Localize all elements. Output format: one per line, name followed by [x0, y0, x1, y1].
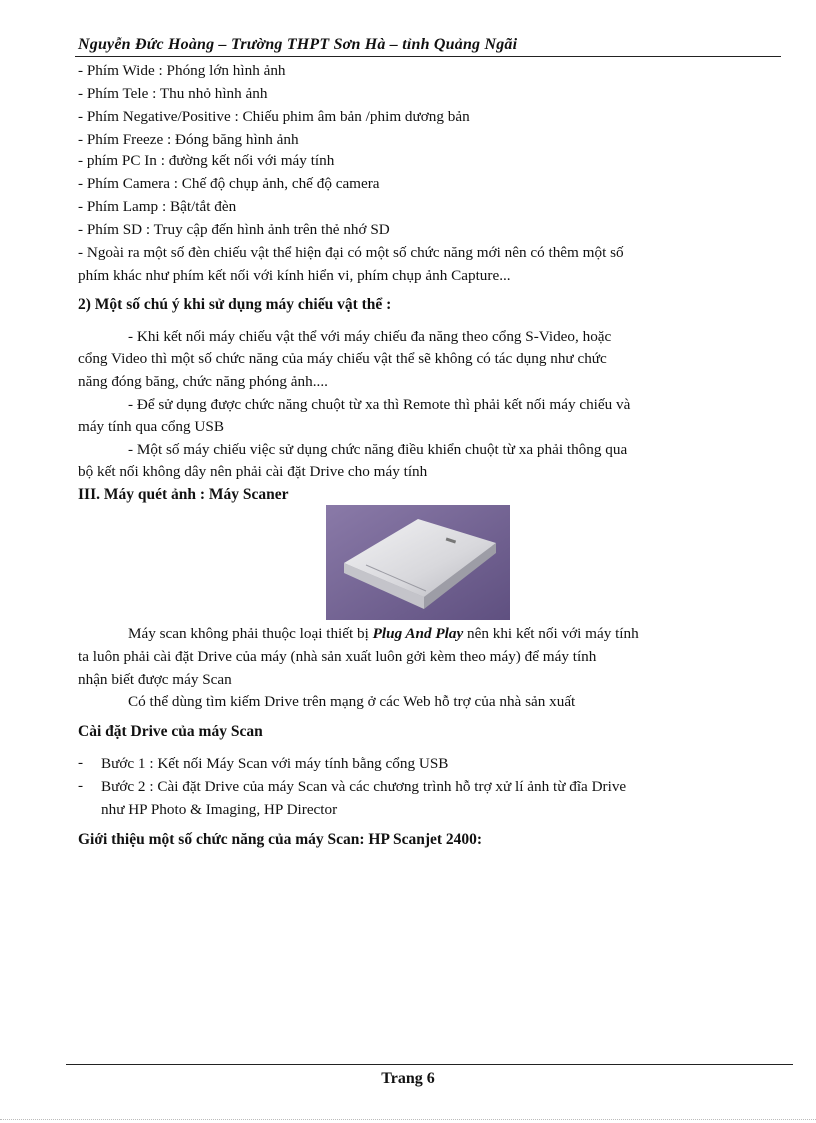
page-bottom-edge: [0, 1119, 816, 1120]
key-freeze: - Phím Freeze : Đóng băng hình ảnh: [78, 131, 299, 148]
section3-heading: III. Máy quét ảnh : Máy Scaner: [78, 486, 289, 503]
scan-para2: Có thể dùng tìm kiếm Drive trên mạng ở các Web hỗ trợ của nhà sản xuất: [128, 693, 576, 710]
scan-para1-line1: [128, 624, 639, 644]
page-number: Trang 6: [381, 1070, 435, 1087]
scan-para1-after: nên khi kết nối với máy tính: [463, 625, 639, 642]
key-negative: - Phím Negative/Positive : Chiếu phim âm bản /phim dương bản: [78, 108, 470, 125]
key-camera: - Phím Camera : Chế độ chụp ảnh, chế độ camera: [78, 175, 380, 192]
section2-line: máy tính qua cổng USB: [78, 418, 224, 435]
key-tele: - Phím Tele : Thu nhỏ hình ảnh: [78, 85, 268, 102]
key-lamp: - Phím Lamp : Bật/tắt đèn: [78, 198, 237, 215]
section2-line: - Để sử dụng được chức năng chuột từ xa thì Remote thì phải kết nối máy chiếu và: [128, 396, 631, 413]
section2-heading: 2) Một số chú ý khi sử dụng máy chiếu vật thể :: [78, 296, 392, 313]
key-pc-in: - phím PC In : đường kết nối với máy tính: [78, 152, 335, 169]
page-header: Nguyễn Đức Hoàng – Trường THPT Sơn Hà – tỉnh Quảng Ngãi: [78, 36, 518, 53]
section2-line: năng đóng băng, chức năng phóng ảnh....: [78, 373, 328, 390]
key-sd: - Phím SD : Truy cập đến hình ảnh trên thẻ nhớ SD: [78, 221, 390, 238]
bullet-dash: -: [78, 754, 84, 771]
scanner-illustration: [326, 505, 510, 620]
install-step-1: Bước 1 : Kết nối Máy Scan với máy tính bằng cổng USB: [101, 755, 449, 772]
intro-heading: Giới thiệu một số chức năng của máy Scan: HP Scanjet 2400:: [78, 831, 483, 848]
header-divider: [75, 56, 781, 57]
scan-para1-line: nhận biết được máy Scan: [78, 671, 232, 688]
scan-para1-line: ta luôn phải cài đặt Drive của máy (nhà sản xuất luôn gởi kèm theo máy) để máy tính: [78, 648, 597, 665]
install-step-2: Bước 2 : Cài đặt Drive của máy Scan và các chương trình hỗ trợ xử lí ảnh từ đĩa Drive: [101, 778, 627, 795]
section2-line: bộ kết nối không dây nên phải cài đặt Drive cho máy tính: [78, 463, 428, 480]
section2-line: - Khi kết nối máy chiếu vật thể với máy chiếu đa năng theo cổng S-Video, hoặc: [128, 328, 612, 345]
key-wide: - Phím Wide : Phóng lớn hình ảnh: [78, 62, 286, 79]
footer-divider: [66, 1064, 793, 1065]
scanner-photo: [326, 505, 510, 620]
key-extra-line2: phím khác như phím kết nối với kính hiển vi, phím chụp ảnh Capture...: [78, 267, 511, 284]
install-heading: Cài đặt Drive của máy Scan: [78, 723, 263, 740]
section2-line: - Một số máy chiếu việc sử dụng chức năng điều khiển chuột từ xa phải thông qua: [128, 441, 628, 458]
section2-line: cổng Video thì một số chức năng của máy chiếu vật thể sẽ không có tác dụng như chức: [78, 350, 607, 367]
key-extra-line1: - Ngoài ra một số đèn chiếu vật thể hiện đại có một số chức năng mới nên có thêm một số: [78, 244, 624, 261]
scan-para1-before: Máy scan không phải thuộc loại thiết bị: [128, 625, 373, 642]
bullet-dash: -: [78, 777, 84, 794]
install-step-2-cont: như HP Photo & Imaging, HP Director: [101, 801, 338, 818]
plug-and-play-term: Plug And Play: [372, 625, 464, 642]
